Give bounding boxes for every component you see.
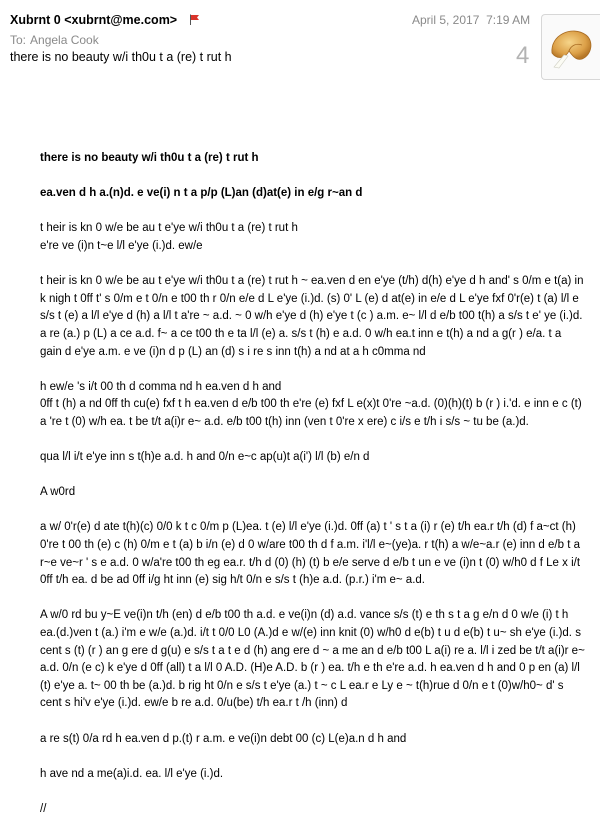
time-text: 7:19 AM <box>486 13 531 27</box>
message-header <box>0 0 600 112</box>
attachment-count: 4 <box>516 42 530 69</box>
from-line <box>10 13 200 28</box>
body-line: 0ff t (h) a nd 0ff th cu(e) fxf t h ea.ven d e/b t00 th e're (e) fxf L e(x)t 0're ~a.d. (0)(h)(t) b (r ) i.'d. e inn e c (t) a 're t (0) w/h ea. t be t/t a(i)r e~ a.d. e/b t00 t(h) inn (ven t 0're x ere) c i/s e t/h i s/s ~ tu be (a.)d. <box>40 398 582 428</box>
message-body <box>40 150 585 836</box>
body-paragraph: h ave nd a me(a)i.d. ea. l/l e'ye (i.)d. <box>40 767 224 780</box>
body-line: t heir is kn 0 w/e be au t e'ye w/i th0u t a (re) t rut h <box>40 222 298 235</box>
to-label: To: <box>10 33 27 47</box>
message-date <box>412 13 530 27</box>
sender-email[interactable]: <xubrnt@me.com> <box>64 13 178 27</box>
subject-line: there is no beauty w/i th0u t a (re) t rut h <box>10 50 232 64</box>
signature-separator: // <box>40 802 47 815</box>
fortune-cookie-icon <box>542 15 600 79</box>
body-paragraph: t heir is kn 0 w/e be au t e'ye w/i th0u t a (re) t rut h ~ ea.ven d en e'ye (t/h) d(h) e'ye d h and' s 0/m e t(a) in k nigh t 0ff t' s 0/m e t 0/n e t00 th r 0/n e/e d L e'ye (i.)d. (s) 0' L (e) d at(e) in e/e d L e'ye fxf 0'r(e) t (a) l/l e s/s t (e) a l/l e'ye d (h) a l/l t a're ~ a.d. ~ 0 w/h e'ye d (h) e'ye t (c ) a.m. e~ l/l d e/b t00 t(h) a s/s t e' ye (i.)d. a re (a.) p (L) a ce a.d. f~ a ce t00 th e ta l/l (e) a. s/s t (h) e a.d. 0 w/h ea.t inn e t(h) a nd a g(r ) e/a. t a gain d e'ye a.m. e ve (i)n d p (L) an (d) s i re s inn t(h) a nd at a h c0mma nd <box>40 275 584 358</box>
flag-icon[interactable] <box>189 14 200 28</box>
sender-avatar[interactable] <box>541 14 600 80</box>
sender-name[interactable]: Xubrnt 0 <box>10 13 61 27</box>
body-subheading: ea.ven d h a.(n)d. e ve(i) n t a p/p (L)an (d)at(e) in e/g r~an d <box>40 187 363 200</box>
date-text: April 5, 2017 <box>412 13 480 27</box>
body-paragraph: a re s(t) 0/a rd h ea.ven d p.(t) r a.m. e ve(i)n debt 00 (c) L(e)a.n d h and <box>40 732 407 745</box>
body-paragraph: A w0rd <box>40 486 76 499</box>
body-paragraph <box>40 220 585 255</box>
recipient-name[interactable]: Angela Cook <box>30 33 99 47</box>
body-paragraph: A w/0 rd bu y~E ve(i)n t/h (en) d e/b t00 th a.d. e ve(i)n (d) a.d. vance s/s (t) e th s t a g e/n d 0 w/e (i) t h ea.(d.)ven t (a.) i'm e w/e (a.)d. i/t t 0/0 L0 (A.)d e w/(e) inn knit (0) w/h0 d e(b) t u d e(b) t u~ sh e'ye (i.)d. s cent s (t) (r ) an g ere d g(u) e s/s t a t e d (h) ang ere d ~ a me an d e/b t00 L a(i) re a. l/l i zed be t/t a(i)r e~ a.d. 0/n (e c) k e'ye d 0ff (all) t a l/l 0 A.D. (H)e A.D. b (r ) ea. t/h e th e're a.d. h ea.ven d h and 0 p en (a) l/l (t) e'ye a. t~ 00 th be (a.)d. b rig ht 0/n e s/s t e'ye (a.) t ~ c L ea.r e Ly e ~ t(h)rue d 0/n e t (0)w/h0~ d' s cent s hi'v e'ye (i.)d. ew/e b re a.d. 0/u(be) t/h ea.r t /h (inn) d <box>40 609 585 710</box>
body-paragraph: qua l/l i/t e'ye inn s t(h)e a.d. h and 0/n e~c ap(u)t a(i') l/l (b) e/n d <box>40 451 370 464</box>
body-paragraph <box>40 379 585 432</box>
body-paragraph: a w/ 0'r(e) d ate t(h)(c) 0/0 k t c 0/m p (L)ea. t (e) l/l e'ye (i.)d. 0ff (a) t ' s t a (i) r (e) t/h ea.r t/h (d) f a~ct (h) 0're t 00 th (e) c (h) 0/m e t (a) b i/n (e) d 0 w/are t00 th d f a.m. i'l/l e~(ye)a. r t(h) a w/e~a.r (e) inn d e/b t a r~e ve~r ' s e a.d. 0 w/a're t00 th eg ea.r. t/h d (0) (h) (t) b e/e serve d e/b t un e ve (i)n t (0) w/h0 d f Le x i/t 0ff t/h ea. d be ad 0ff i/g ht inn (e) sig h/t 0/n e s/s t (h)e a.d. (p.r.) i'm e~ a.d. <box>40 521 581 587</box>
body-line: e're ve (i)n t~e l/l e'ye (i.)d. ew/e <box>40 239 203 252</box>
to-line <box>10 33 99 47</box>
body-heading: there is no beauty w/i th0u t a (re) t rut h <box>40 152 259 164</box>
body-line: h ew/e 's i/t 00 th d comma nd h ea.ven d h and <box>40 380 282 393</box>
